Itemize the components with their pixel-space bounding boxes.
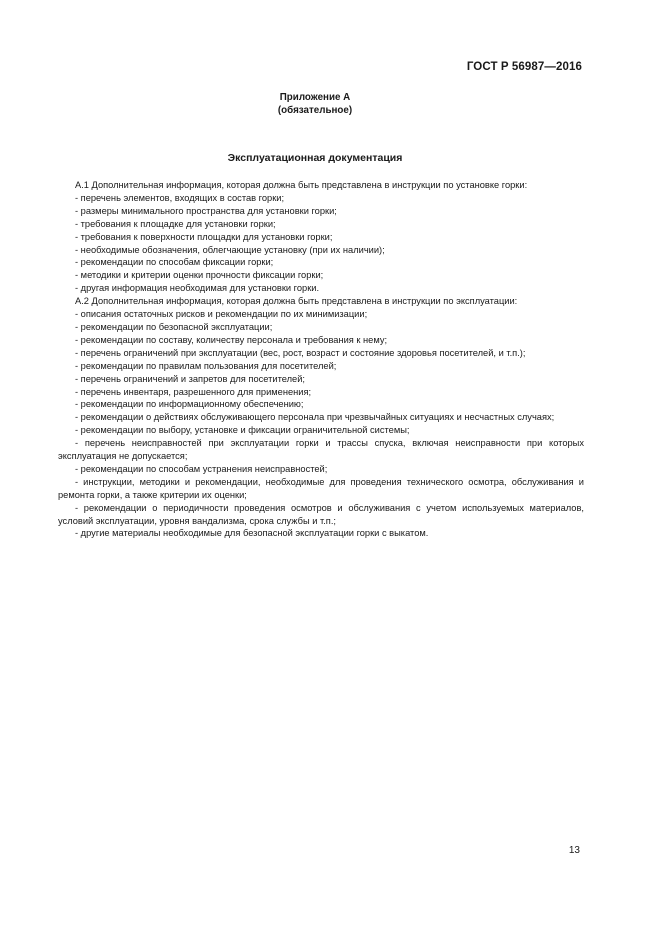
list-item: - другая информация необходимая для установки горки.: [75, 283, 320, 294]
list-item: - размеры минимального пространства для установки горки;: [75, 205, 337, 216]
list-item: - рекомендации о периодичности проведения осмотров и обслуживания с учетом используемых материалов, условий эксплуатации, уровня вандализма, срока службы и т.п.;: [58, 502, 584, 526]
list-item: - инструкции, методики и рекомендации, необходимые для проведения технического осмотра, обслуживания и ремонта горки, а также критерии их оценки;: [58, 476, 584, 500]
list-item: - требования к поверхности площадки для установки горки;: [75, 231, 333, 242]
appendix-heading: [0, 91, 630, 117]
list-item: - методики и критерии оценки прочности фиксации горки;: [75, 270, 324, 281]
list-item: - рекомендации по составу, количеству персонала и требования к нему;: [75, 334, 388, 345]
body-text: [58, 179, 584, 540]
list-item: - рекомендации по выбору, установке и фиксации ограничительной системы;: [75, 425, 410, 436]
list-item: - рекомендации по способам фиксации горки;: [75, 257, 274, 268]
list-item: - требования к площадке для установки горки;: [75, 218, 276, 229]
list-item: - перечень элементов, входящих в состав горки;: [75, 192, 285, 203]
list-item: - перечень инвентаря, разрешенного для применения;: [75, 386, 312, 397]
list-item: - перечень неисправностей при эксплуатации горки и трассы спуска, включая неисправности при которых эксплуатация не допускается;: [58, 438, 584, 462]
list-item: - рекомендации по правилам пользования для посетителей;: [75, 360, 337, 371]
appendix-title: Приложение А: [279, 92, 351, 103]
paragraph-a1-intro: А.1 Дополнительная информация, которая должна быть представлена в инструкции по установке горки:: [75, 180, 528, 190]
section-title: Эксплуатационная документация: [227, 152, 403, 164]
list-item: - перечень ограничений при эксплуатации (вес, рост, возраст и состояние здоровья посетителей, и т.п.);: [75, 347, 526, 358]
list-item: - рекомендации по способам устранения неисправностей;: [75, 463, 328, 474]
paragraph-a2-intro: А.2 Дополнительная информация, которая должна быть представлена в инструкции по эксплуатации:: [75, 296, 518, 307]
list-item: - перечень ограничений и запретов для посетителей;: [75, 373, 305, 384]
list-item: - рекомендации по безопасной эксплуатации;: [75, 321, 273, 332]
appendix-status: (обязательное): [277, 105, 353, 116]
list-item: - рекомендации по информационному обеспечению;: [75, 399, 304, 410]
list-item: - другие материалы необходимые для безопасной эксплуатации горки с выкатом.: [75, 528, 429, 539]
document-code: ГОСТ Р 56987—2016: [466, 61, 582, 73]
list-item: - необходимые обозначения, облегчающие установку (при их наличии);: [75, 244, 385, 255]
page-number: 13: [568, 845, 580, 856]
list-item: - рекомендации о действиях обслуживающего персонала при чрезвычайных ситуациях и несчастных случаях;: [75, 412, 555, 423]
list-item: - описания остаточных рисков и рекомендации по их минимизации;: [75, 309, 368, 320]
